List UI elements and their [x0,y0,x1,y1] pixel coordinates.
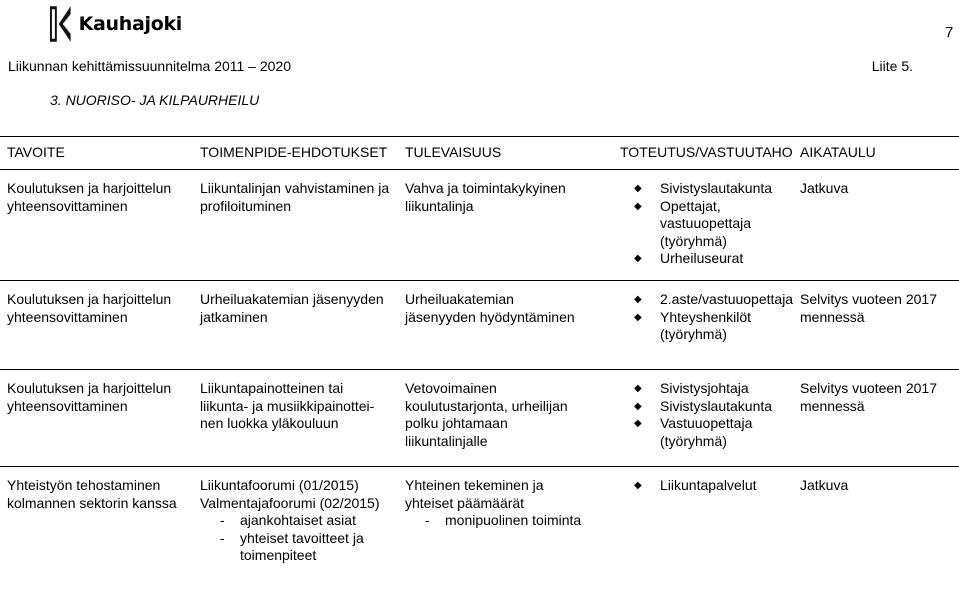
cell-text: mennessä [800,397,865,414]
column-header: TULEVAISUUS [405,144,502,161]
document-title: Liikunnan kehittämissuunnitelma 2011 – 2020 [8,58,292,74]
table-row [0,370,959,467]
dash-item-line: - monipuolinen toiminta [445,512,582,528]
tulevaisuus-cell [398,281,613,370]
bullet-item [620,380,789,398]
table-row [0,170,959,281]
cell-text: yhteensovittaminen [7,308,128,325]
toimenpide-cell [193,170,398,281]
tavoite-cell [0,170,193,281]
section-title: 3. NUORISO- JA KILPAURHEILU [50,92,260,108]
cell-text: Jatkuva [800,477,849,493]
tavoite-cell [0,467,193,574]
bullet-item [620,180,789,198]
tulevaisuus-cell [398,170,613,281]
dash-item-line: - yhteiset tavoitteet ja [240,529,364,546]
dash-item [200,512,394,530]
aikataulu-cell [793,281,959,370]
dash-list [200,512,394,565]
cell-text: kolmannen sektorin kanssa [7,494,177,511]
bullet-item-line: ◆ Yhteyshenkilöt [660,308,752,325]
toteutus-cell [613,170,793,281]
column-header: AIKATAULU [800,144,876,161]
table-row [0,281,959,370]
bullet-item-line: (työryhmä) [660,432,727,449]
cell-text: Koulutuksen ja harjoittelun [7,380,172,396]
cell-text: Urheiluakatemian [405,291,514,307]
bullet-item [620,415,789,450]
cell-text: Valmentajafoorumi (02/2015) [200,494,380,511]
bullet-item [620,291,794,309]
cell-text: polku johtamaan [405,415,508,431]
bullet-item-line: ◆ Opettajat, [660,197,721,214]
logo [47,4,182,44]
bullet-item-line: ◆ Liikuntapalvelut [660,477,757,493]
bullet-list [620,380,789,450]
bullet-item-line: ◆ Sivistyslautakunta [660,397,773,414]
dash-item-line: toimenpiteet [240,547,317,563]
cell-text: Yhteinen tekeminen ja [405,477,544,493]
appendix-label: Liite 5. [871,58,913,74]
table-row [0,467,959,574]
cell-text: liikunta- ja musiikkipainottei- [200,397,375,414]
document-header [8,58,913,74]
cell-text: Liikuntapainotteinen tai [200,380,344,396]
bullet-item-line: ◆ Sivistyslautakunta [660,180,773,196]
bullet-list [620,180,789,268]
tavoite-cell [0,370,193,467]
bullet-item [620,198,789,251]
bullet-item [620,309,789,344]
dash-item [200,530,394,565]
cell-text: profiloituminen [200,197,292,214]
cell-text: yhteensovittaminen [7,397,128,414]
cell-text: Jatkuva [800,180,849,196]
toimenpide-cell [193,370,398,467]
cell-text: Liikuntafoorumi (01/2015) [200,477,359,493]
column-header: TOIMENPIDE-EHDOTUKSET [200,144,388,161]
plan-table [0,136,959,573]
bullet-item-line: ◆ Sivistysjohtaja [660,380,749,396]
cell-text: Yhteistyön tehostaminen [7,477,161,493]
column-header: TAVOITE [7,144,65,161]
page-number: 7 [945,24,954,41]
column-header: TOTEUTUS/VASTUUTAHO [620,144,793,161]
logo-text: Kauhajoki [78,13,182,35]
bullet-item-line: ◆ Urheiluseurat [660,250,744,266]
cell-text: jatkaminen [200,308,268,325]
bullet-item-line: ◆ Vastuuopettaja [660,415,753,431]
aikataulu-cell [793,467,959,574]
bullet-item [620,398,789,416]
toteutus-cell [613,467,793,574]
dash-item-line: - ajankohtaiset asiat [240,512,356,528]
cell-text: yhteensovittaminen [7,197,128,214]
cell-text: jäsenyyden hyödyntäminen [405,308,575,325]
cell-text: liikuntalinjalle [405,432,488,449]
dash-item [405,512,609,530]
bullet-list [620,477,789,495]
bullet-item-line: (työryhmä) [660,326,727,342]
bullet-item-line: (työryhmä) [660,232,727,249]
toimenpide-cell [193,281,398,370]
cell-text: liikuntalinja [405,197,474,214]
aikataulu-cell [793,370,959,467]
bullet-item-line: vastuuopettaja [660,215,752,231]
toteutus-cell [613,281,793,370]
bullet-item [620,477,789,495]
aikataulu-cell [793,170,959,281]
cell-text: Koulutuksen ja harjoittelun [7,291,172,307]
cell-text: yhteiset päämäärät [405,494,525,511]
cell-text: mennessä [800,308,865,325]
dash-list [405,512,609,530]
bullet-item [620,250,789,268]
cell-text: Selvitys vuoteen 2017 [800,380,937,396]
bullet-item-line: ◆ 2.aste/vastuuopettaja [660,291,794,307]
cell-text: Selvitys vuoteen 2017 [800,291,937,307]
cell-text: koulutustarjonta, urheilijan [405,397,568,414]
tavoite-cell [0,281,193,370]
toimenpide-cell [193,467,398,574]
cell-text: nen luokka yläkouluun [200,415,339,431]
cell-text: Urheiluakatemian jäsenyyden [200,291,384,307]
bullet-list [620,291,794,344]
toteutus-cell [613,370,793,467]
tulevaisuus-cell [398,370,613,467]
cell-text: Vetovoimainen [405,380,497,396]
cell-text: Koulutuksen ja harjoittelun [7,180,172,196]
cell-text: Vahva ja toimintakykyinen [405,180,566,196]
kauhajoki-logo-icon [47,4,73,44]
tulevaisuus-cell [398,467,613,574]
cell-text: Liikuntalinjan vahvistaminen ja [200,180,390,196]
table-header-row [0,137,959,170]
